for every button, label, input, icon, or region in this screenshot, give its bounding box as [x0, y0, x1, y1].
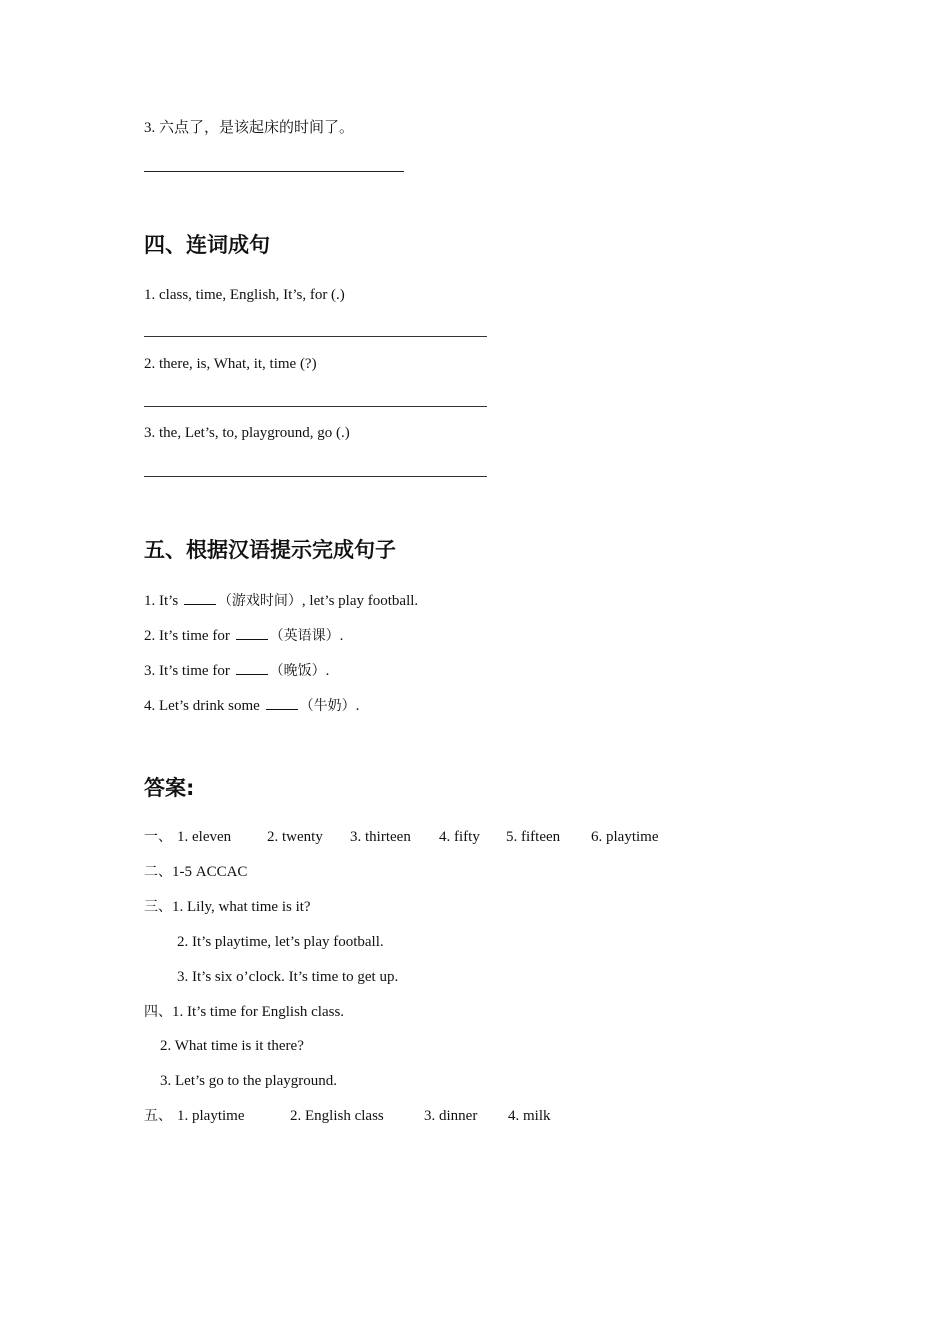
answer-line-s4-3: [144, 476, 487, 477]
answer-line-s4-1: [144, 336, 487, 337]
answers-part4-line3: 3. Let’s go to the playground.: [160, 1073, 338, 1089]
section5-item-1: 1. It’s （游戏时间）, let’s play football.: [144, 590, 418, 611]
answers-part2: 二、1-5 ACCAC: [144, 864, 248, 880]
answers-part3-line1: 三、1. Lily, what time is it?: [144, 899, 311, 915]
section5-item-3: 3. It’s time for （晚饭）.: [144, 660, 329, 681]
answers-part5: 五、 1. playtime 2. English class 3. dinner 4. milk: [144, 1108, 551, 1124]
answers-part1: 一、 1. eleven 2. twenty 3. thirteen 4. fifty 5. fifteen 6. playtime: [144, 829, 659, 845]
section5-item-4: 4. Let’s drink some （牛奶）.: [144, 695, 359, 716]
fill-blank: [184, 590, 216, 605]
section4-item-2: 2. there, is, What, it, time (?): [144, 356, 317, 372]
section4-item-1: 1. class, time, English, It’s, for (.): [144, 287, 345, 303]
answer-item: 4. fifty: [439, 829, 480, 845]
section4-title: 四、连词成句: [144, 233, 270, 257]
section5-title: 五、根据汉语提示完成句子: [144, 538, 396, 562]
answers-part3-line3: 3. It’s six o’clock. It’s time to get up.: [177, 969, 399, 985]
answer-line-s3-3: [144, 171, 404, 172]
fill-blank: [236, 660, 268, 675]
answers-title: 答案:: [144, 776, 195, 800]
section5-item-2: 2. It’s time for （英语课）.: [144, 625, 343, 646]
fill-blank: [236, 625, 268, 640]
section4-item-3: 3. the, Let’s, to, playground, go (.): [144, 425, 350, 441]
section3-item3: 3. 六点了，是该起床的时间了。: [144, 120, 355, 136]
answers-part4-line2: 2. What time is it there?: [160, 1038, 304, 1054]
answer-item: 2. twenty: [267, 829, 323, 845]
answer-item: 2. English class: [290, 1108, 384, 1124]
answer-item: 3. dinner: [424, 1108, 478, 1124]
answer-item: 1. playtime: [177, 1108, 245, 1124]
answer-line-s4-2: [144, 406, 487, 407]
answers-part4-line1: 四、1. It’s time for English class.: [144, 1004, 345, 1020]
fill-blank: [266, 695, 298, 710]
answer-item: 4. milk: [508, 1108, 551, 1124]
answer-item: 1. eleven: [177, 829, 232, 845]
answers-part3-line2: 2. It’s playtime, let’s play football.: [177, 934, 384, 950]
answer-item: 6. playtime: [591, 829, 659, 845]
answer-item: 3. thirteen: [350, 829, 411, 845]
answer-item: 5. fifteen: [506, 829, 561, 845]
